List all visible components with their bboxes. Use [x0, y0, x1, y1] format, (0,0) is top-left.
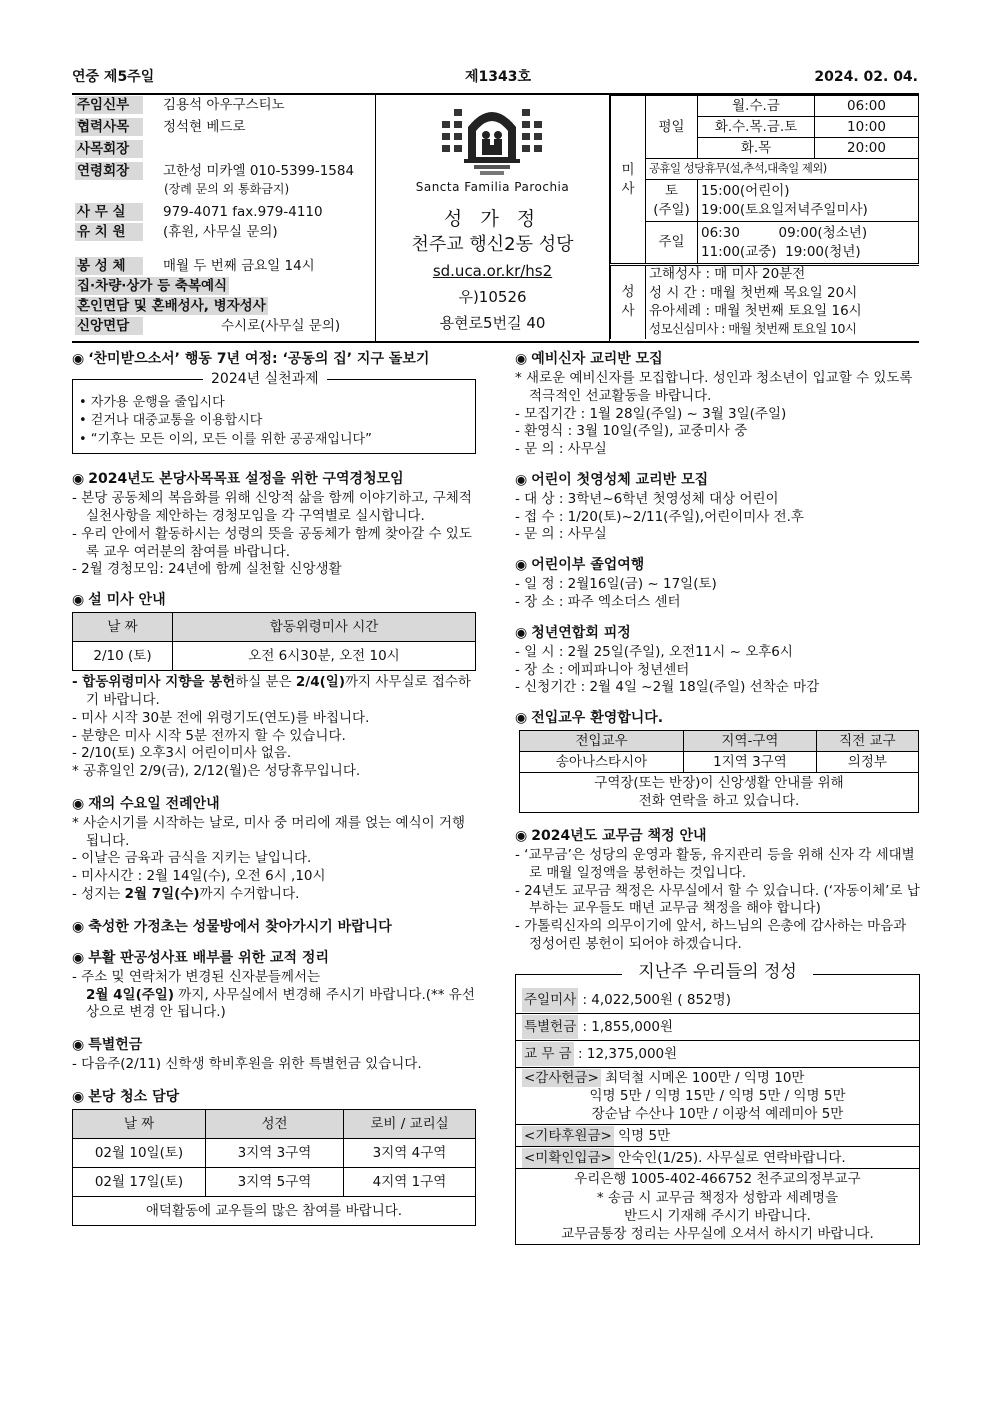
list-item: - 신청기간 : 2월 4일 ~2월 18일(주일) 선착순 마감 — [515, 679, 820, 696]
staff-row: 사 무 실 979-4071 fax.979-4110 — [77, 204, 323, 220]
list-item: - 2월 경청모임: 24년에 함께 실천할 신앙생활 — [72, 561, 342, 578]
saturday-times: 15:00(어린이) 19:00(토요일저녁주일미사) — [698, 180, 919, 222]
bullet-icon: ◉ — [515, 351, 528, 367]
offering-summary — [515, 961, 920, 1246]
section-title: 2024년도 본당사목목표 설정을 위한 구역경청모임 — [88, 471, 404, 488]
table-header: 지역-구역 — [684, 731, 817, 752]
bullet-icon: ◉ — [72, 592, 85, 609]
offering-title: 지난주 우리들의 정성 — [622, 962, 813, 982]
staff-directory — [72, 95, 376, 341]
sacrament-row: 고해성사 : 매 미사 20분전 — [646, 265, 920, 284]
section-title: 부활 판공성사표 배부를 위한 교적 정리 — [88, 949, 329, 966]
list-item: - 주소 및 연락처가 변경된 신자분들께서는 — [72, 968, 321, 985]
issue-date: 2024. 02. 04. — [814, 69, 918, 85]
saturday-label: 토 (주일) — [646, 180, 698, 222]
list-item: • “기후는 모든 이의, 모든 이를 위한 공공재입니다” — [79, 431, 372, 447]
practice-box — [72, 370, 476, 454]
mass-days: 화.수.목.금.토 — [698, 117, 815, 138]
welcome-table — [519, 730, 919, 813]
mass-time: 06:00 — [815, 96, 919, 117]
sacrament-label: 성 사 — [611, 265, 646, 339]
table-cell: 오전 6시30분, 오전 10시 — [173, 642, 476, 671]
bullet-icon: ◉ — [515, 557, 528, 574]
table-row: 02월 10일(토) 3지역 3구역 3지역 4구역 — [73, 1138, 476, 1167]
bullet-icon: ◉ — [515, 828, 528, 845]
issue-number: 제1343호 — [465, 69, 532, 85]
parish-identity — [376, 95, 610, 341]
section-title: 특별헌금 — [88, 1037, 143, 1054]
sunday-label: 주일 — [646, 222, 698, 264]
staff-row: 협력사목 정석현 베드로 — [77, 119, 246, 135]
section-title: 어린이부 졸업여행 — [531, 557, 645, 574]
easter-section — [72, 949, 476, 1022]
blessing-label: 집·차량·상가 등 축복예식 — [77, 278, 228, 294]
church-logo-icon — [436, 101, 548, 183]
section-title: ‘찬미받으소서’ 행동 7년 여정: ‘공동의 집’ 지구 돌보기 — [88, 351, 430, 367]
practice-box-title: 2024년 실천과제 — [203, 370, 327, 389]
list-item: - 우리 안에서 활동하시는 성령의 뜻을 공동체가 함께 찾아갈 수 있도록 교우 여러분의 참여를 바랍니다. — [72, 525, 472, 560]
list-item: - 이날은 금육과 금식을 지키는 날입니다. — [72, 850, 312, 867]
cleaning-footer: 애덕활동에 교우들의 많은 참여를 바랍니다. — [73, 1196, 476, 1225]
graduation-trip-section — [515, 556, 920, 612]
lunar-section — [72, 591, 476, 781]
sacrament-schedule — [610, 265, 919, 339]
parish-name: 성 가 정 — [443, 208, 542, 230]
list-item: * 새로운 예비신자를 모집합니다. 성인과 청소년이 입교할 수 있도록 적극적인 선교활동을 바랍니다. — [515, 369, 913, 404]
schedule-panel — [610, 95, 919, 341]
bullet-icon: ◉ — [72, 1037, 85, 1054]
list-item: - 장 소 : 파주 엑소더스 센터 — [515, 593, 681, 610]
list-item: - 환영식 : 3월 10일(주일), 교중미사 중 — [515, 423, 748, 440]
list-item: - 합동위령미사 지향을 봉헌하실 분은 2/4(일)까지 사무실로 접수하기 바랍니다. — [72, 674, 471, 708]
list-item: 2월 4일(주일) 까지, 사무실에서 변경해 주시기 바랍니다.(** 유선상으로 변경 안 됩니다.) — [86, 986, 475, 1021]
list-item: - 모집기간 : 1월 28일(주일) ~ 3월 3일(주일) — [515, 405, 787, 422]
table-cell: 2/10 (토) — [73, 642, 173, 671]
table-header: 합동위령미사 시간 — [173, 613, 476, 642]
section-title: 설 미사 안내 — [88, 592, 166, 609]
marriage-label: 혼인면담 및 혼배성사, 병자성사 — [77, 298, 266, 314]
funeral-note: (장례 문의 외 통화금지) — [164, 182, 290, 196]
other-donation: <기타후원금> 익명 5만 — [516, 1125, 919, 1147]
bullet-icon: ◉ — [515, 471, 528, 488]
mass-label: 미 사 — [611, 96, 646, 264]
sacrament-row: 성모신심미사 : 매월 첫번째 토요일 10시 — [646, 321, 920, 340]
unconfirmed-deposit: <미확인입금> 안숙인(1/25). 사무실로 연락바랍니다. — [516, 1147, 919, 1169]
sunday-times: 06:30 09:00(청소년) 11:00(교중) 19:00(청년) — [698, 222, 919, 264]
list-item: - ‘교무금’은 성당의 운영과 활동, 유지관리 등을 위해 신자 각 세대별로 매월 일정액을 봉헌하는 것입니다. — [515, 846, 915, 881]
parish-full-name: 천주교 행신2동 성당 — [411, 234, 574, 255]
section-title: 예비신자 교리반 모집 — [531, 351, 663, 367]
parish-zip: 우)10526 — [458, 288, 527, 306]
list-item: - 분향은 미사 시작 5분 전까지 할 수 있습니다. — [72, 727, 346, 744]
mass-days: 월.수.금 — [698, 96, 815, 117]
top-bar — [72, 66, 920, 90]
weekday-label: 평일 — [646, 96, 698, 159]
ash-wednesday-section — [72, 795, 476, 904]
table-header: 직전 교구 — [816, 731, 918, 752]
mass-time: 20:00 — [815, 138, 919, 159]
list-item: - 미사 시작 30분 전에 위령기도(연도)를 바칩니다. — [72, 709, 370, 726]
list-item: - 24년도 교무금 책정은 사무실에서 할 수 있습니다. (‘자동이체’로 납부하는 교우들도 매년 교무금 책정을 해야 합니다) — [515, 882, 920, 917]
list-item: • 자가용 운행을 줄입시다 — [79, 394, 225, 410]
cleaning-table — [72, 1109, 476, 1226]
mass-schedule-table — [610, 95, 919, 264]
bullet-icon: ◉ — [72, 949, 85, 966]
parish-latin-name: Sancta Familia Parochia — [415, 180, 570, 194]
list-item: - 본당 공동체의 복음화를 위해 신앙적 삶을 함께 이야기하고, 구체적 실천사항을 제안하는 경청모임을 각 구역별로 실시합니다. — [72, 490, 472, 524]
parish-address: 용현로5번길 40 — [439, 314, 546, 332]
list-item: - 2/10(토) 오후3시 어린이미사 없음. — [72, 745, 292, 762]
youth-retreat-section — [515, 624, 920, 697]
bank-info: 우리은행 1005-402-466752 천주교의정부교구 * 송금 시 교무금 책정자 성함과 세례명을 반드시 기재해 주시기 바랍니다. 교무금통장 정리는 사무실에 오셔서 하시기 바랍니다. — [561, 1171, 874, 1243]
list-item: - 문 의 : 사무실 — [515, 441, 607, 458]
laudato-section — [72, 350, 476, 454]
right-column — [515, 350, 920, 1245]
list-item: * 사순시기를 시작하는 날로, 미사 중 머리에 재를 얹는 예식이 거행됩니다. — [72, 814, 466, 849]
table-header: 날 짜 — [73, 1109, 206, 1138]
left-column — [72, 350, 476, 1238]
dues-section — [515, 827, 920, 954]
list-item: - 미사시간 : 2월 14일(수), 오전 6시 ,10시 — [72, 868, 326, 885]
bullet-icon: ◉ — [72, 795, 85, 812]
special-offering-section — [72, 1036, 476, 1074]
sacrament-row: 유아세례 : 매월 첫번째 토요일 16시 — [646, 302, 920, 321]
list-item: - 장 소 : 에피파니아 청년센터 — [515, 661, 690, 678]
candle-section — [72, 918, 476, 937]
list-item: - 일 정 : 2월16일(금) ~ 17일(토) — [515, 576, 717, 593]
section-title: 축성한 가정초는 성물방에서 찾아가시기 바랍니다 — [88, 918, 392, 935]
table-row: 송아나스타시아 1지역 3구역 의정부 — [520, 752, 919, 773]
section-title: 전입교우 환영합니다. — [531, 710, 664, 727]
list-item: - 접 수 : 1/20(토)~2/11(주일),어린이미사 전.후 — [515, 508, 804, 525]
masthead — [72, 93, 919, 343]
holiday-note: 공휴일 성당휴무(설,추석,대축일 제외) — [646, 159, 919, 180]
bullet-icon: ◉ — [515, 624, 528, 641]
catechumen-section — [515, 350, 920, 459]
table-header: 날 짜 — [73, 613, 173, 642]
staff-row: 사목회장 — [75, 140, 163, 158]
table-header: 로비 / 교리실 — [344, 1109, 476, 1138]
thanks-offering: <감사헌금> 최덕철 시메온 100만 / 익명 10만 익명 5만 / 익명 15만 / 익명 5만 / 익명 5만 장순남 수산나 10만 / 이광석 예레미아 5만 — [516, 1068, 919, 1126]
table-row: 02월 17일(토) 3지역 5구역 4지역 1구역 — [73, 1167, 476, 1196]
staff-row: 유 치 원 (휴원, 사무실 문의) — [77, 224, 278, 240]
mass-days: 화.목 — [698, 138, 815, 159]
cleaning-section — [72, 1088, 476, 1226]
offering-row: 특별헌금 : 1,855,000원 — [516, 1014, 919, 1041]
list-item: - 성지는 2월 7일(수)까지 수거합니다. — [72, 886, 300, 903]
first-communion-section — [515, 471, 920, 544]
parish-url-link[interactable]: sd.uca.or.kr/hs2 — [432, 262, 553, 280]
list-item: - 가톨릭신자의 의무이기에 앞서, 하느님의 은총에 감사하는 마음과 정성어린 봉헌이 되어야 하겠습니다. — [515, 918, 907, 952]
lunar-mass-table — [72, 612, 476, 671]
list-item: - 일 시 : 2월 25일(주일), 오전11시 ~ 오후6시 — [515, 643, 793, 660]
list-item: - 다음주(2/11) 신학생 학비후원을 위한 특별헌금 있습니다. — [72, 1056, 422, 1073]
section-title: 본당 청소 담당 — [88, 1088, 180, 1105]
bullet-icon: ◉ — [72, 351, 85, 367]
table-header: 전입교우 — [520, 731, 684, 752]
liturgical-season: 연중 제5주일 — [72, 69, 155, 85]
bullet-icon: ◉ — [72, 918, 85, 935]
list-item: * 공휴일인 2/9(금), 2/12(월)은 성당휴무입니다. — [72, 763, 361, 780]
offering-row: 교 무 금 : 12,375,000원 — [516, 1041, 919, 1068]
list-item: - 문 의 : 사무실 — [515, 526, 607, 543]
list-item: • 걷거나 대중교통을 이용합시다 — [79, 413, 263, 429]
bullet-icon: ◉ — [72, 471, 85, 488]
district-section — [72, 470, 476, 579]
bullet-icon: ◉ — [515, 710, 528, 727]
staff-row: 연령회장 고한성 미카엘 010-5399-1584 — [77, 163, 355, 179]
list-item: - 대 상 : 3학년~6학년 첫영성체 대상 어린이 — [515, 490, 779, 507]
mass-time: 10:00 — [815, 117, 919, 138]
section-title: 2024년도 교무금 책정 안내 — [531, 828, 707, 845]
bullet-icon: ◉ — [72, 1088, 85, 1105]
staff-row: 주임신부 김용석 아우구스티노 — [77, 97, 285, 113]
welcome-section — [515, 709, 920, 813]
staff-row: 신앙면담 수시로(사무실 문의) — [77, 318, 341, 334]
offering-row: 주일미사 : 4,022,500원 ( 852명) — [516, 987, 919, 1014]
section-title: 재의 수요일 전례안내 — [88, 795, 220, 812]
sacrament-row: 성 시 간 : 매월 첫번째 목요일 20시 — [646, 284, 920, 303]
section-title: 어린이 첫영성체 교리반 모집 — [531, 471, 709, 488]
table-header: 성전 — [206, 1109, 344, 1138]
section-title: 청년연합회 피정 — [531, 624, 631, 641]
welcome-note: 구역장(또는 반장)이 신앙생활 안내를 위해 전화 연락을 하고 있습니다. — [520, 773, 919, 813]
staff-row: 봉 성 체 매월 두 번째 금요일 14시 — [77, 258, 315, 274]
